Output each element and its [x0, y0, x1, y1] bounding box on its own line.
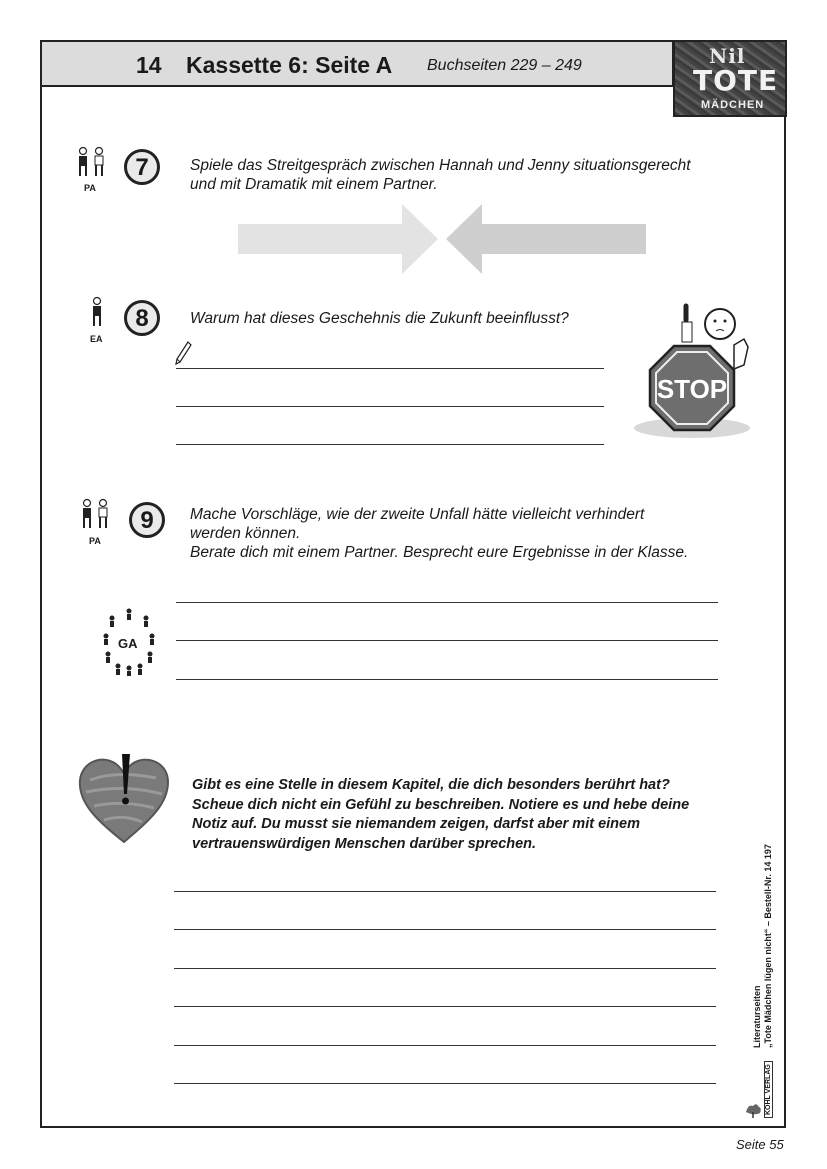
group-work-label: GA: [118, 636, 138, 651]
mode-label: PA: [84, 183, 96, 193]
page-header: [40, 40, 674, 87]
stop-sign-text: STOP: [656, 374, 728, 404]
reflection-text: Gibt es eine Stelle in diesem Kapitel, die dich besonders berührt hat? Scheue dich nicht ein Gefühl zu beschreiben. Notiere es und hebe deine Notiz auf. Du musst sie niemandem zeigen, darfst aber mit einem vertrauenswürdigen Menschen darüber sprechen.: [192, 777, 690, 852]
write-line[interactable]: [174, 968, 716, 969]
publisher-name: KOHL VERLAG: [764, 1061, 773, 1118]
single-work-icon: [88, 296, 106, 332]
task-text: Mache Vorschläge, wie der zweite Unfall hätte vielleicht verhindert werden können. Berate dich mit einem Partner. Besprecht eure Ergebnisse in der Klasse.: [190, 506, 689, 561]
write-line[interactable]: [174, 1083, 716, 1084]
write-line[interactable]: [176, 444, 604, 445]
write-line[interactable]: [174, 1006, 716, 1007]
mode-label: EA: [90, 334, 103, 344]
arrows-facing-icon: [236, 203, 648, 275]
task-text: Spiele das Streitgespräch zwischen Hannah und Jenny situationsgerecht und mit Dramatik mit einem Partner.: [190, 157, 691, 193]
task-number: 8: [124, 300, 160, 336]
heart-icon: [76, 750, 172, 846]
write-line[interactable]: [174, 1045, 716, 1046]
side-imprint: Literaturseiten „Tote Mädchen lügen nicht“ – Bestell-Nr. 14 197: [752, 844, 773, 1048]
write-line[interactable]: [174, 891, 716, 892]
book-logo: Nil TOTE MÄDCHEN: [673, 40, 787, 117]
write-line[interactable]: [176, 406, 604, 407]
write-line[interactable]: [176, 602, 718, 603]
task-number: 7: [124, 149, 160, 185]
book-pages: Buchseiten 229 – 249: [427, 57, 582, 74]
partner-work-icon: [78, 498, 114, 534]
task-number: 9: [129, 502, 165, 538]
stop-sign-figure-icon: [634, 300, 752, 445]
task-text: Warum hat dieses Geschehnis die Zukunft beeinflusst?: [190, 310, 569, 327]
write-line[interactable]: [176, 640, 718, 641]
partner-work-icon: [74, 146, 110, 182]
mode-label: PA: [89, 536, 101, 546]
pencil-icon: [174, 340, 192, 368]
write-line[interactable]: [174, 929, 716, 930]
page-number: Seite 55: [736, 1137, 784, 1152]
chapter-number: 14: [136, 52, 162, 78]
write-line[interactable]: [176, 368, 604, 369]
write-line[interactable]: [176, 679, 718, 680]
page-title: Kassette 6: Seite A: [186, 52, 393, 78]
